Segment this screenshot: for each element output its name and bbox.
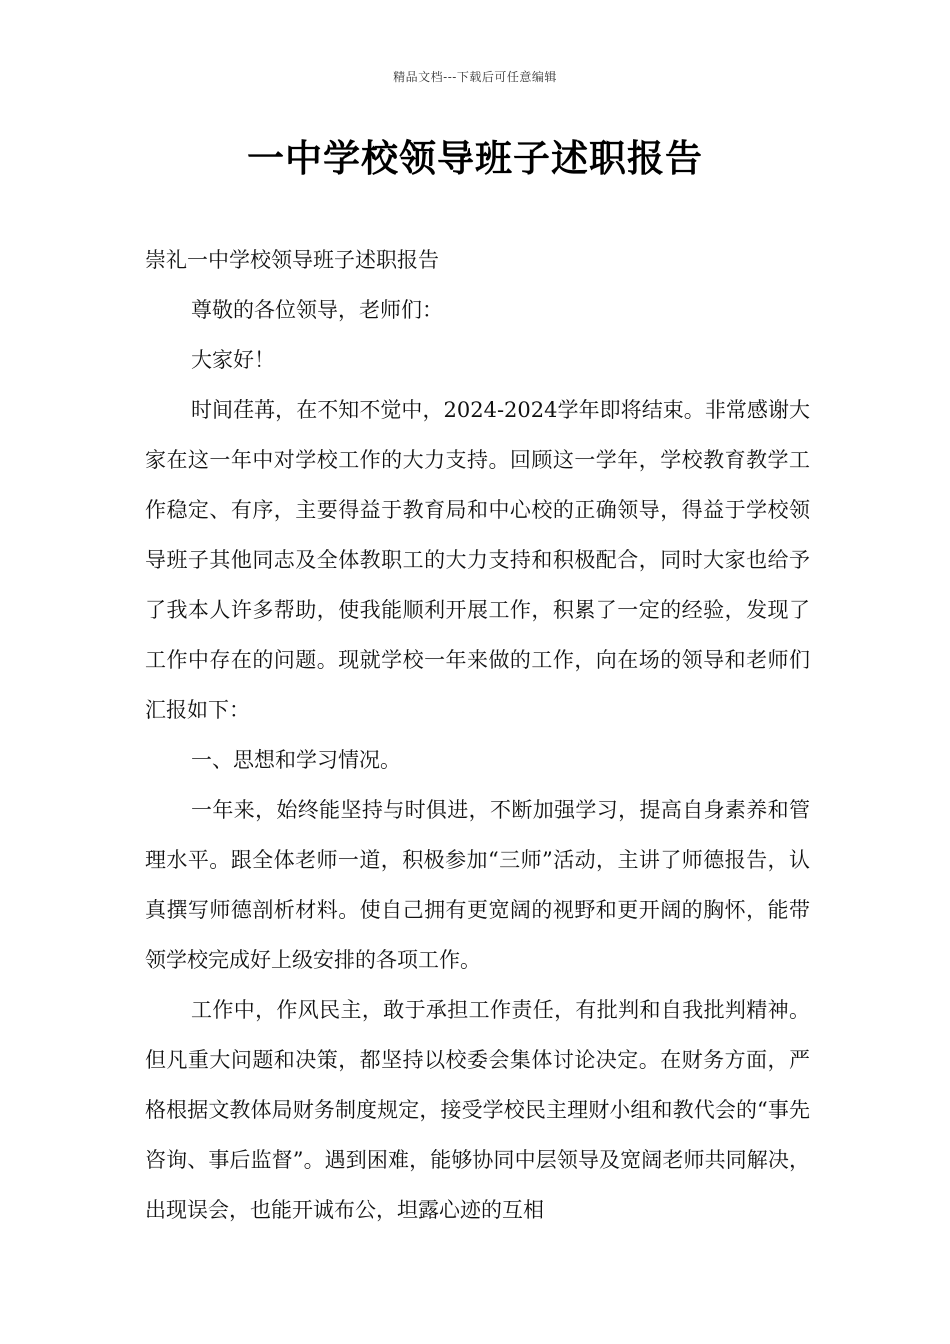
section-heading-1: 一、思想和学习情况。 xyxy=(191,748,401,772)
paragraph-study: 一年来，始终能坚持与时俱进，不断加强学习，提高自身素养和管理水平。跟全体老师一道，积极参加“三师”活动，主讲了师德报告，认真撰写师德剖析材料。使自己拥有更宽阔的视野和更开阔的胸怀，能带领学校完成好上级安排的各项工作。 xyxy=(145,798,810,972)
greeting: 大家好！ xyxy=(191,348,275,372)
document-title: 一中学校领导班子述职报告 xyxy=(247,137,703,180)
paragraph-intro: 时间荏苒，在不知不觉中，2024-2024学年即将结束。非常感谢大家在这一年中对学校工作的大力支持。回顾这一学年，学校教育教学工作稳定、有序，主要得益于教育局和中心校的正确领导，得益于学校领导班子其他同志及全体教职工的大力支持和积极配合，同时大家也给予了我本人许多帮助，使我能顺利开展工作，积累了一定的经验，发现了工作中存在的问题。现就学校一年来做的工作，向在场的领导和老师们汇报如下： xyxy=(145,398,810,722)
document-subtitle: 崇礼一中学校领导班子述职报告 xyxy=(145,248,439,272)
paragraph-work-style: 工作中，作风民主，敢于承担工作责任，有批判和自我批判精神。但凡重大问题和决策，都坚持以校委会集体讨论决定。在财务方面，严格根据文教体局财务制度规定，接受学校民主理财小组和教代会的“事先咨询、事后监督”。遇到困难，能够协同中层领导及宽阔老师共同解决，出现误会，也能开诚布公，坦露心迹的互相 xyxy=(145,998,810,1222)
salutation: 尊敬的各位领导，老师们： xyxy=(191,298,443,322)
document-body xyxy=(145,235,810,1235)
header-note: 精品文档---下载后可任意编辑 xyxy=(393,70,557,84)
